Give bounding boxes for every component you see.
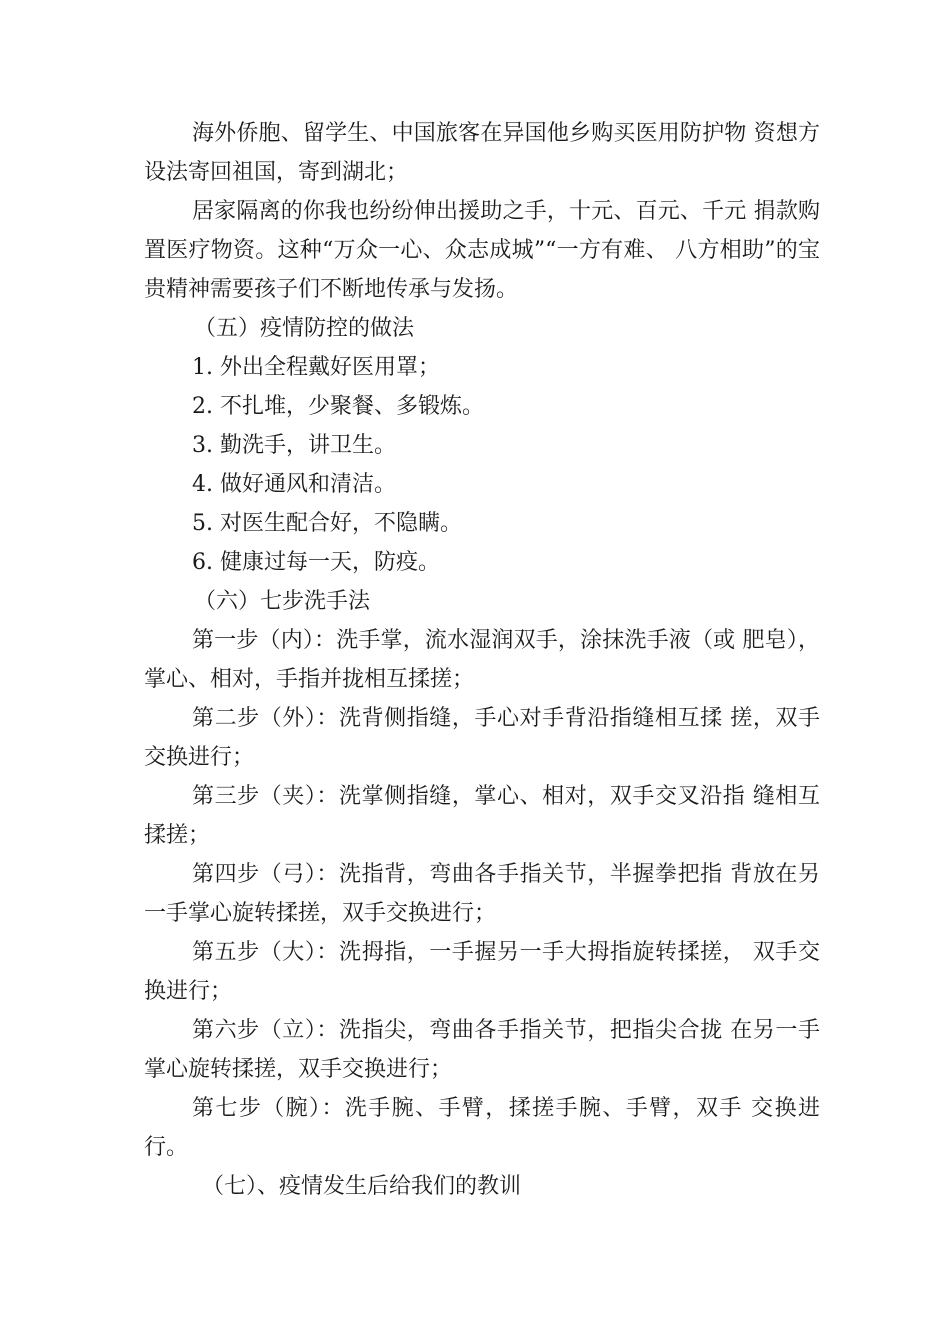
- list-item-5: 5. 对医生配合好，不隐瞒。: [192, 511, 462, 536]
- list-item-2: 2. 不扎堆，少聚餐、多锻炼。: [192, 394, 484, 419]
- document-page: [144, 114, 820, 1206]
- step-6-paragraph: 第六步（立）：洗指尖，弯曲各手指关节，把指尖合拢 在另一手掌心旋转揉搓，双手交换进行；: [144, 1018, 820, 1082]
- step-1-paragraph: 第一步（内）：洗手掌，流水湿润双手，涂抹洗手液（或 肥皂），掌心、相对，手指并拢相互揉搓；: [144, 628, 820, 692]
- paragraph-home-donations: 居家隔离的你我也纷纷伸出援助之手，十元、百元、千元 捐款购置医疗物资。这种“万众一心、众志成城”“一方有难、 八方相助”的宝贵精神需要孩子们不断地传承与发扬。: [144, 199, 820, 302]
- step-4-paragraph: 第四步（弓）：洗指背，弯曲各手指关节，半握拳把指 背放在另一手掌心旋转揉搓，双手交换进行；: [144, 862, 820, 926]
- section-heading-lessons: （七）、疫情发生后给我们的教训: [202, 1174, 522, 1199]
- section-heading-prevention: （五）疫情防控的做法: [194, 316, 415, 341]
- list-item-1: 1. 外出全程戴好医用罩；: [192, 355, 440, 380]
- list-item-4: 4. 做好通风和清洁。: [192, 472, 396, 497]
- list-item-6: 6. 健康过每一天，防疫。: [192, 550, 440, 575]
- step-5-paragraph: 第五步（大）：洗拇指，一手握另一手大拇指旋转揉搓， 双手交换进行；: [144, 940, 820, 1004]
- section-heading-handwashing: （六）七步洗手法: [194, 589, 371, 614]
- step-3-paragraph: 第三步（夹）：洗掌侧指缝，掌心、相对，双手交叉沿指 缝相互揉搓；: [144, 784, 820, 848]
- list-item-3: 3. 勤洗手，讲卫生。: [192, 433, 396, 458]
- paragraph-overseas-donations: 海外侨胞、留学生、中国旅客在异国他乡购买医用防护物 资想方设法寄回祖国，寄到湖北；: [144, 121, 820, 185]
- step-7-paragraph: 第七步（腕）：洗手腕、手臂，揉搓手腕、手臂，双手 交换进行。: [144, 1096, 820, 1160]
- step-2-paragraph: 第二步（外）：洗背侧指缝，手心对手背沿指缝相互揉 搓，双手交换进行；: [144, 706, 820, 770]
